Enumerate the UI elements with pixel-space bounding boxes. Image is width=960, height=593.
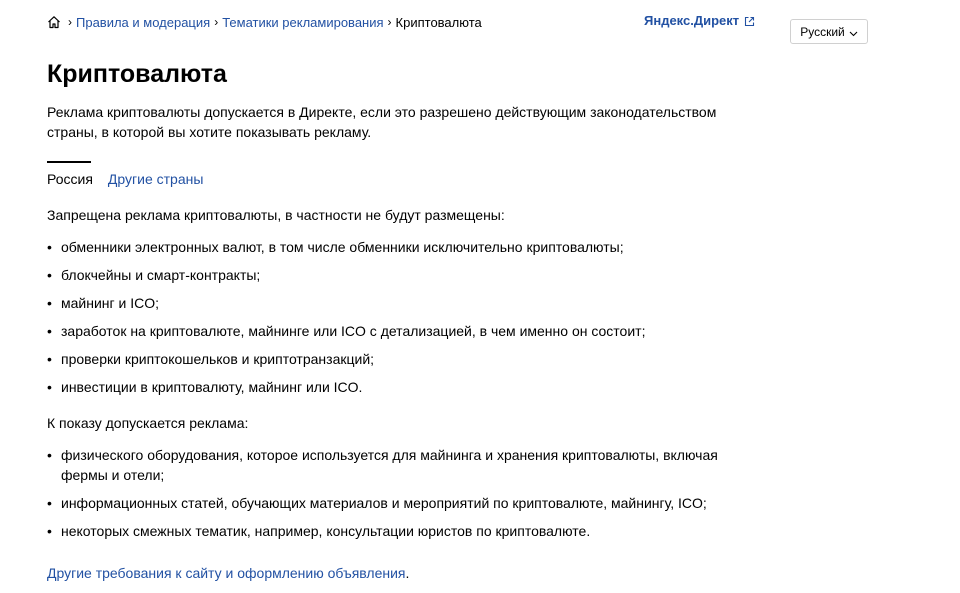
list-item: • обменники электронных валют, в том числе обменники исключительно криптовалюты; bbox=[47, 237, 757, 257]
list-item: • заработок на криптовалюте, майнинге или ICO с детализацией, в чем именно он состоит; bbox=[47, 321, 757, 341]
home-icon[interactable] bbox=[47, 15, 61, 29]
list-item: • проверки криптокошельков и криптотранзакций; bbox=[47, 349, 757, 369]
allowed-lead: К показу допускается реклама: bbox=[47, 415, 249, 431]
list-item: • майнинг и ICO; bbox=[47, 293, 757, 313]
prohibited-list bbox=[47, 237, 757, 397]
list-item: • некоторых смежных тематик, например, консультации юристов по криптовалюте. bbox=[47, 521, 747, 541]
brand-label: Яндекс.Директ bbox=[644, 13, 740, 28]
intro-text: Реклама криптовалюты допускается в Директе, если это разрешено действующим законодательством страны, в которой вы хотите показывать рекламу. bbox=[47, 104, 717, 140]
list-item: • инвестиции в криптовалюту, майнинг или ICO. bbox=[47, 377, 757, 397]
page-title: Криптовалюта bbox=[47, 60, 227, 88]
brand-link[interactable] bbox=[644, 13, 755, 28]
breadcrumb-separator: › bbox=[214, 15, 219, 29]
other-requirements-link[interactable]: Другие требования к сайту и оформлению объявления bbox=[47, 565, 406, 581]
list-item: • блокчейны и смарт-контракты; bbox=[47, 265, 757, 285]
list-item: • физического оборудования, которое используется для майнинга и хранения криптовалюты, включая фермы и отели; bbox=[47, 445, 747, 485]
country-tabs bbox=[47, 161, 203, 187]
breadcrumb-link-rules[interactable]: Правила и модерация bbox=[76, 14, 211, 30]
tab-russia[interactable]: Россия bbox=[47, 161, 93, 187]
tab-other-countries[interactable]: Другие страны bbox=[107, 171, 204, 187]
breadcrumb bbox=[47, 13, 482, 31]
breadcrumb-current: Криптовалюта bbox=[395, 14, 482, 30]
footer bbox=[47, 563, 409, 583]
breadcrumb-separator: › bbox=[68, 15, 72, 29]
footer-suffix: . bbox=[405, 565, 410, 581]
language-label: Русский bbox=[800, 24, 845, 39]
list-item: • информационных статей, обучающих материалов и мероприятий по криптовалюте, майнингу, ICO; bbox=[47, 493, 747, 513]
breadcrumb-separator: › bbox=[387, 15, 392, 29]
language-select[interactable] bbox=[790, 19, 868, 44]
chevron-down-icon bbox=[849, 27, 858, 36]
breadcrumb-link-topics[interactable]: Тематики рекламирования bbox=[222, 14, 384, 30]
external-link-icon bbox=[744, 15, 755, 26]
allowed-list bbox=[47, 445, 747, 541]
prohibited-lead: Запрещена реклама криптовалюты, в частности не будут размещены: bbox=[47, 207, 505, 223]
